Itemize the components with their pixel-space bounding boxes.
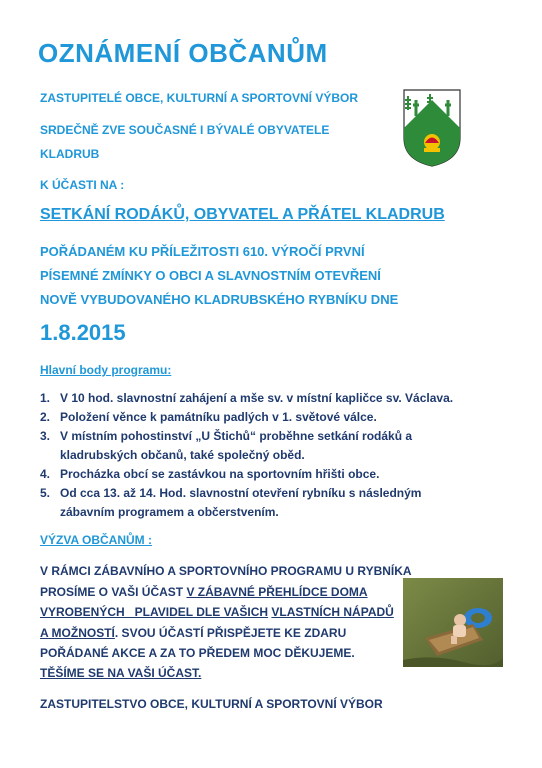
program-item-1 [40, 389, 453, 408]
event-date: 1.8.2015 [40, 320, 126, 345]
appeal-line-4 [40, 626, 346, 640]
program-item-number: 4. [40, 467, 51, 481]
program-item-4 [40, 465, 379, 484]
program-item-text: V místním pohostinství „U Štichů“ proběhne setkání rodáků a [60, 429, 413, 443]
program-item-number: 5. [40, 486, 51, 500]
occasion-line-2: PÍSEMNÉ ZMÍNKY O OBCI A SLAVNOSTNÍM OTEVŘENÍ [40, 268, 381, 283]
program-item-text: Od cca 13. až 14. Hod. slavnostní otevření rybníku s následným [60, 486, 422, 500]
appeal-line-1: V RÁMCI ZÁBAVNÍHO A SPORTOVNÍHO PROGRAMU U RYBNÍKA [40, 564, 412, 578]
intro-line-4: K ÚČASTI NA : [40, 178, 125, 192]
appeal-line-5: POŘÁDANÉ AKCE A ZA TO PŘEDEM MOC DĚKUJEME. [40, 646, 355, 660]
program-item-3 [40, 427, 412, 465]
appeal-heading: VÝZVA OBČANŮM : [40, 533, 152, 547]
intro-line-2: SRDEČNĚ ZVE SOUČASNÉ I BÝVALÉ OBYVATELE [40, 123, 330, 137]
program-item-continuation: zábavním programem a občerstvením. [60, 505, 279, 519]
program-item-number: 2. [40, 410, 51, 424]
occasion-line-1: POŘÁDANÉM KU PŘÍLEŽITOSTI 610. VÝROČÍ PRVNÍ [40, 244, 365, 259]
municipal-crest-icon [402, 88, 462, 168]
intro-line-3: KLADRUB [40, 147, 100, 161]
appeal-line-2-a: PROSÍME O VAŠI ÚČAST [40, 585, 187, 599]
program-item-number: 3. [40, 429, 51, 443]
program-item-text: Procházka obcí se zastávkou na sportovním hřišti obce. [60, 467, 380, 481]
appeal-line-3 [40, 605, 394, 619]
program-item-2 [40, 408, 377, 427]
program-item-text: Položení věnce k památníku padlých v 1. světové válce. [60, 410, 377, 424]
appeal-line-4-b: . SVOU ÚČASTÍ PŘISPĚJETE KE ZDARU [114, 626, 347, 640]
appeal-line-4-a: A MOŽNOSTÍ [40, 626, 115, 640]
signature: ZASTUPITELSTVO OBCE, KULTURNÍ A SPORTOVNÍ VÝBOR [40, 697, 383, 711]
program-heading: Hlavní body programu: [40, 363, 172, 377]
program-item-continuation: kladrubských občanů, také společný oběd. [60, 448, 305, 462]
intro-line-1: ZASTUPITELÉ OBCE, KULTURNÍ A SPORTOVNÍ VÝBOR [40, 91, 359, 105]
appeal-line-3-c: VLASTNÍCH NÁPADŮ [271, 605, 394, 619]
occasion-line-3: NOVĚ VYBUDOVANÉHO KLADRUBSKÉHO RYBNÍKU DNE [40, 292, 399, 307]
appeal-line-3-a: VYROBENÝCH PLAVIDEL DLE VAŠICH [40, 605, 269, 619]
event-title: SETKÁNÍ RODÁKŮ, OBYVATEL A PŘÁTEL KLADRUB [40, 206, 445, 223]
program-item-text: V 10 hod. slavnostní zahájení a mše sv. v místní kapličce sv. Václava. [60, 391, 454, 405]
appeal-line-2-b: V ZÁBAVNÉ PŘEHLÍDCE DOMA [186, 585, 368, 599]
appeal-line-2 [40, 585, 368, 599]
program-item-5 [40, 484, 421, 522]
program-item-number: 1. [40, 391, 51, 405]
boat-photo [403, 578, 503, 667]
page-title: OZNÁMENÍ OBČANŮM [38, 38, 328, 68]
appeal-line-6: TĚŠÍME SE NA VAŠI ÚČAST. [40, 666, 202, 680]
